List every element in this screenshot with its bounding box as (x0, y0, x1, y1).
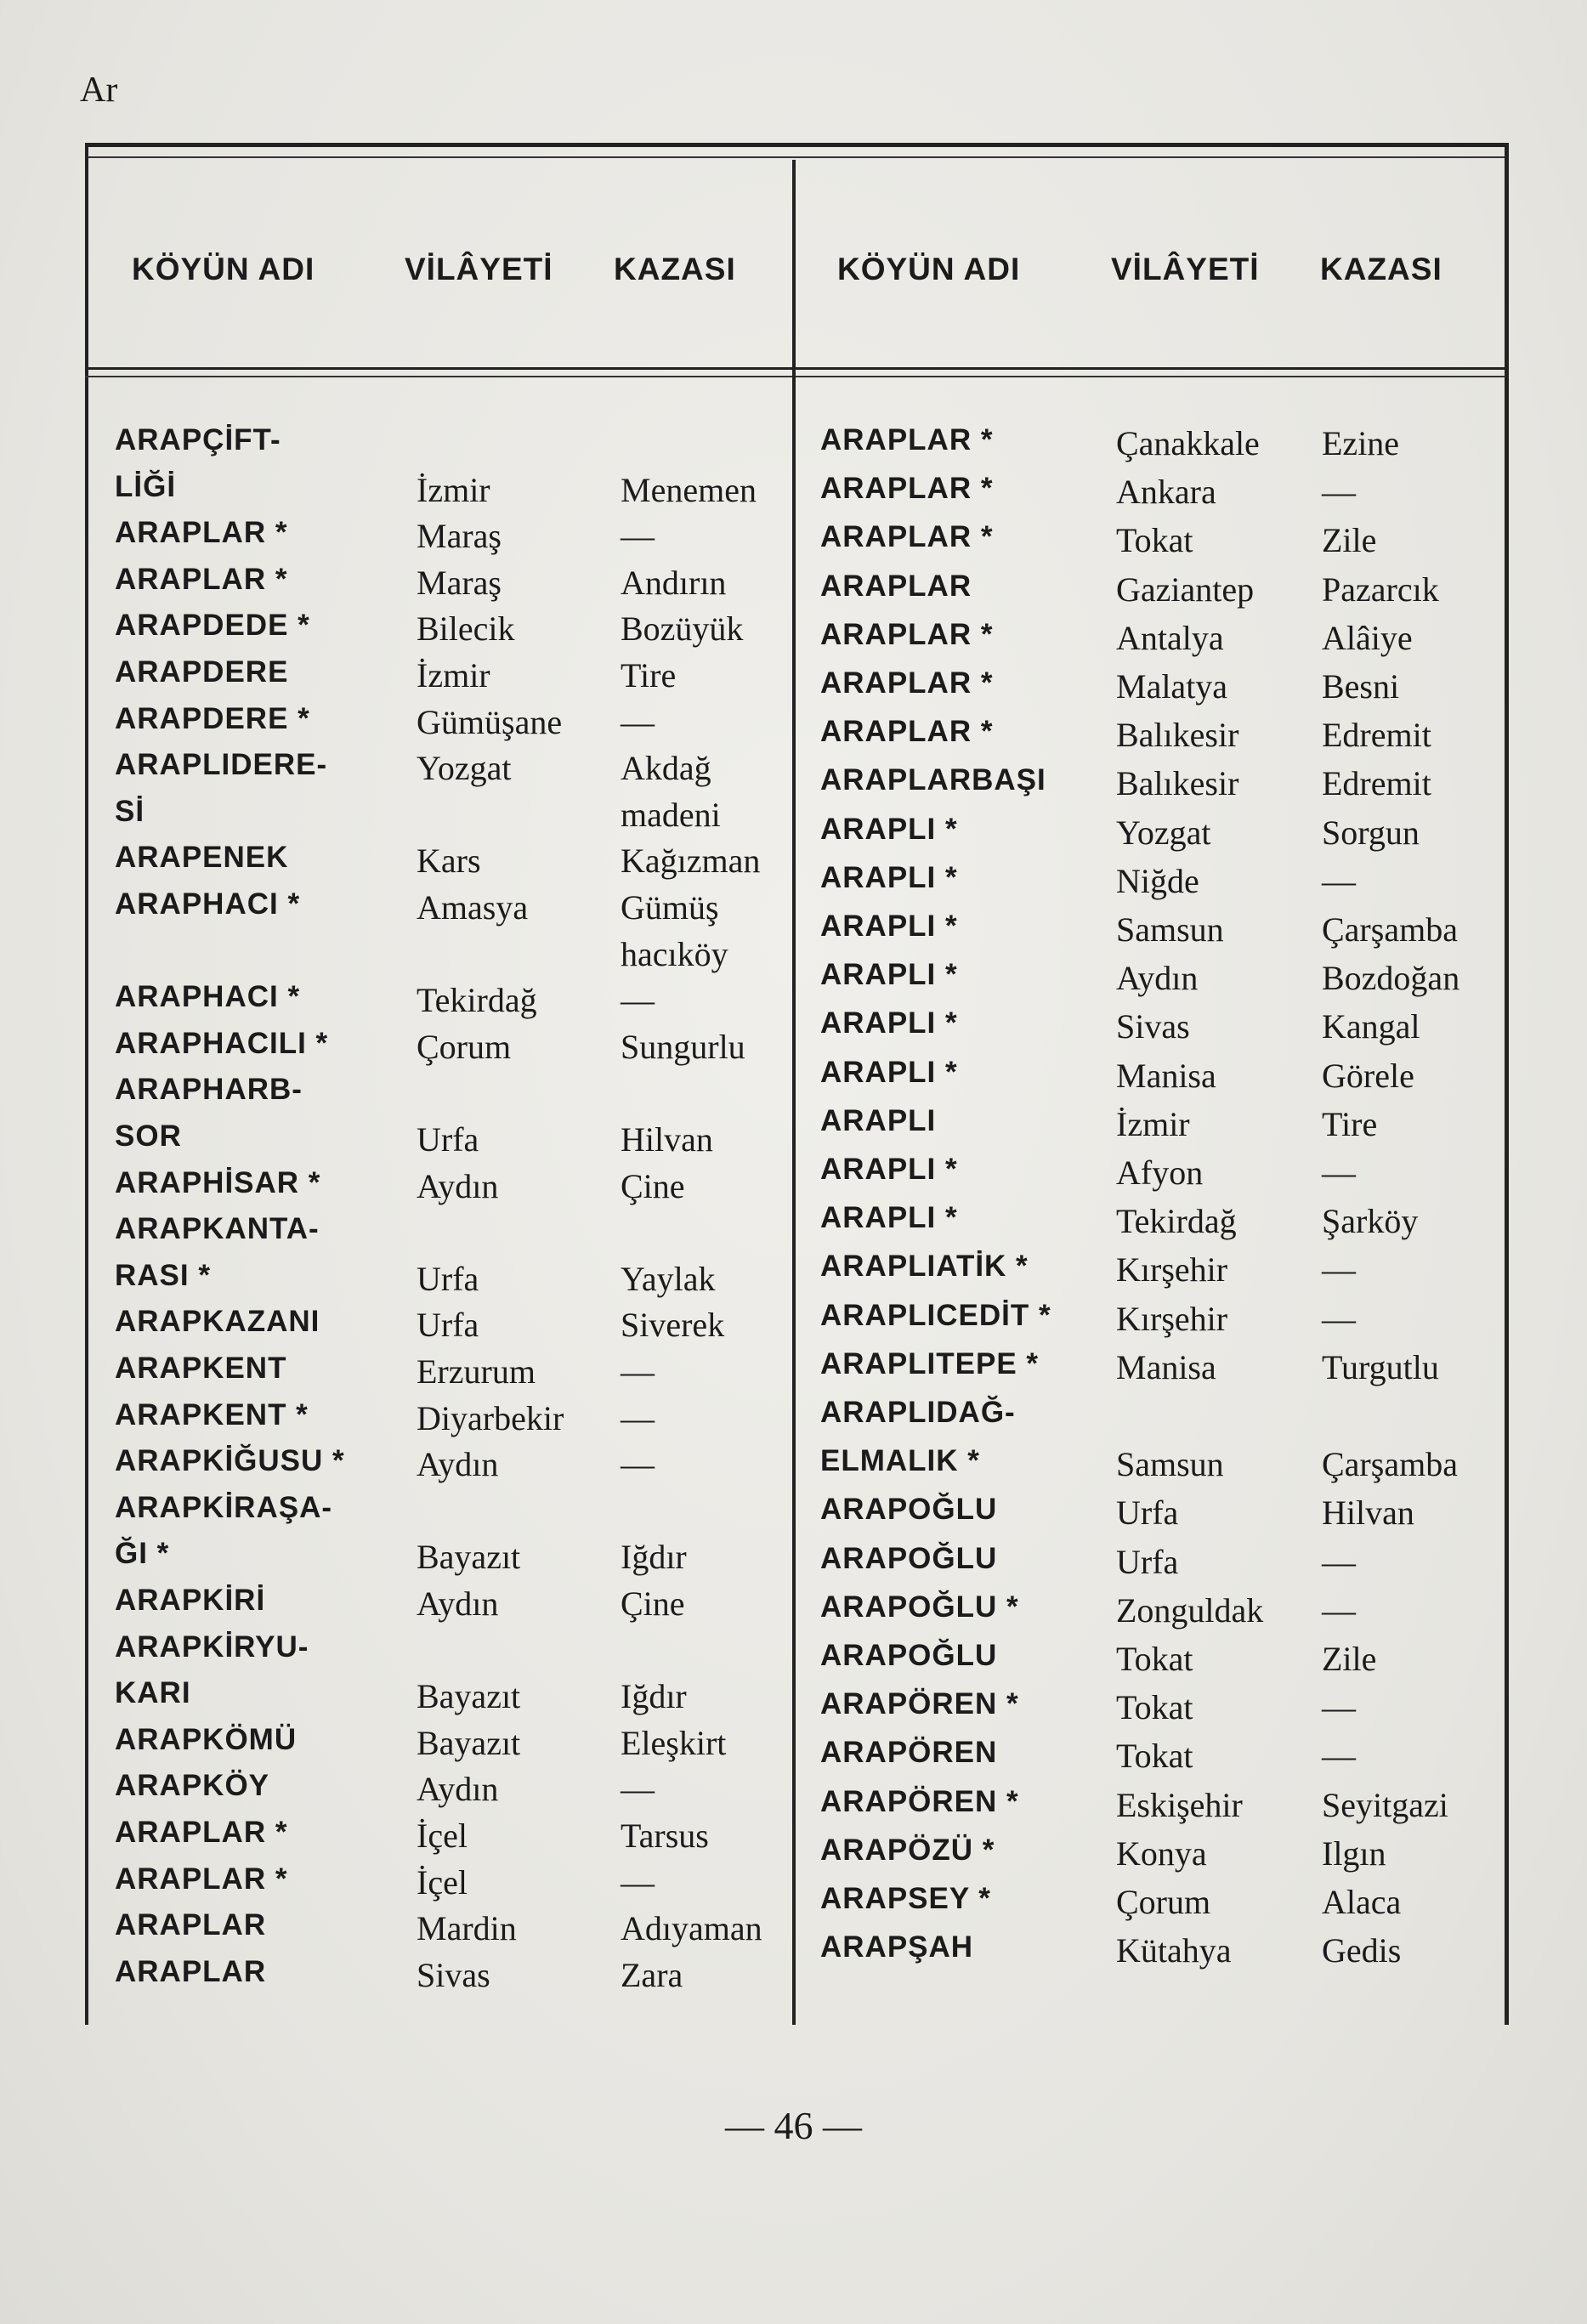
province-name: Konya (1116, 1834, 1207, 1873)
district-name: Kangal (1322, 1007, 1420, 1046)
province-name: Manisa (1116, 1347, 1216, 1386)
district-name: — (1322, 1299, 1356, 1338)
district-name: — (1322, 1542, 1356, 1581)
district-name: Tarsus (621, 1817, 709, 1855)
district-name: Kağızman (621, 842, 761, 881)
province-name: Antalya (1116, 618, 1224, 657)
district-name: Turgutlu (1322, 1347, 1439, 1386)
province-name: İzmir (1116, 1104, 1190, 1143)
province-name: Çorum (1116, 1883, 1211, 1921)
village-name: ARAPDERE (115, 655, 289, 689)
province-name: Urfa (1116, 1494, 1179, 1533)
district-name: Hilvan (621, 1120, 713, 1159)
right-header-village-name: KÖYÜN ADI (837, 252, 1021, 286)
province-name: Diyarbekir (417, 1398, 564, 1437)
village-name: ARAPLAR * (820, 472, 994, 506)
province-name: Tokat (1116, 1640, 1193, 1678)
district-name: Edremit (1322, 716, 1431, 755)
district-name: Yaylak (621, 1259, 716, 1298)
district-name: Alâiye (1322, 618, 1413, 657)
village-name: ARAPSEY * (820, 1882, 991, 1915)
district-name: Eleşkirt (621, 1723, 727, 1762)
district-name: — (621, 517, 655, 556)
village-name: ARAPLAR (820, 569, 972, 603)
district-name: — (1322, 1737, 1356, 1776)
village-name: ARAPLITEPE * (820, 1346, 1040, 1380)
province-name: Mardin (417, 1909, 517, 1948)
village-name: ARAPLAR * (115, 1816, 288, 1849)
district-name: Zara (621, 1955, 683, 1994)
province-name: Yozgat (417, 749, 512, 788)
village-name: Sİ (115, 794, 145, 828)
province-name: Tokat (1116, 1737, 1193, 1776)
province-name: Aydın (417, 1445, 499, 1484)
province-name: Zonguldak (1116, 1590, 1264, 1630)
district-name: Çine (621, 1166, 685, 1205)
province-name: Tekirdağ (1116, 1202, 1237, 1241)
province-name: Maraş (417, 563, 502, 602)
village-name: ARAPKANTA- (115, 1212, 320, 1246)
district-name: Zile (1322, 1640, 1377, 1678)
village-name: ARAPOĞLU * (820, 1590, 1019, 1624)
district-name: Seyitgazi (1322, 1785, 1448, 1824)
province-name: Kırşehir (1116, 1299, 1228, 1338)
page-number: — 46 — (725, 2104, 862, 2147)
village-name: ARAPKAZANI (115, 1305, 320, 1339)
province-name: Erzurum (417, 1352, 536, 1391)
province-name: Kars (417, 842, 481, 881)
province-name: Tokat (1116, 1688, 1193, 1727)
province-name: Balıkesir (1116, 716, 1239, 755)
district-name: Zile (1322, 521, 1377, 560)
village-name: ARAPKİĞUSU * (115, 1444, 345, 1478)
village-name: ARAPKENT * (115, 1397, 309, 1431)
district-name: Iğdır (621, 1677, 687, 1716)
province-name: Urfa (417, 1306, 479, 1345)
district-name: — (621, 1352, 655, 1391)
province-name: Balıkesir (1116, 764, 1239, 803)
village-name: ARAPKÖY (115, 1769, 270, 1803)
village-name: ARAPLI * (820, 812, 958, 846)
district-name: — (621, 702, 655, 741)
village-name: ARAPKİRYU- (115, 1630, 309, 1664)
district-name: Sungurlu (621, 1027, 745, 1066)
village-name: ARAPLIDERE- (115, 748, 328, 782)
province-name: Eskişehir (1116, 1785, 1243, 1824)
left-header-village-name: KÖYÜN ADI (132, 252, 315, 286)
village-name: ARAPLI * (820, 1055, 958, 1089)
village-name: ARAPÖREN * (820, 1784, 1019, 1818)
province-name: Manisa (1116, 1056, 1216, 1095)
village-name: ARAPLAR * (820, 423, 994, 456)
province-name: Afyon (1116, 1153, 1204, 1192)
village-name: ARAPDERE * (115, 701, 310, 735)
district-name: Tire (621, 656, 677, 694)
village-name: ARAPLI * (820, 958, 958, 992)
province-name: Ankara (1116, 473, 1216, 512)
village-name: ARAPLI * (820, 860, 958, 894)
province-name: Gaziantep (1116, 570, 1255, 609)
province-name: Çorum (417, 1027, 512, 1066)
province-name: Malatya (1116, 667, 1228, 706)
village-name: ARAPHİSAR * (115, 1165, 321, 1199)
district-name: Besni (1322, 667, 1400, 706)
province-name: Samsun (1116, 1445, 1224, 1484)
district-name: Çarşamba (1322, 1445, 1458, 1484)
village-name: ARAPKİRİ (115, 1584, 266, 1617)
district-name: Siverek (621, 1306, 725, 1345)
province-name: Çanakkale (1116, 424, 1260, 462)
district-name: — (621, 981, 655, 1020)
district-name: — (1322, 1590, 1356, 1630)
province-name: İzmir (417, 470, 490, 509)
district-name: Edremit (1322, 764, 1431, 803)
province-name: Maraş (417, 517, 502, 556)
district-name: hacıköy (621, 934, 728, 973)
district-name: Bozüyük (621, 609, 744, 649)
province-name: Tekirdağ (417, 981, 537, 1020)
village-name: ARAPLIATİK * (820, 1250, 1029, 1284)
page-header-letters: Ar (80, 71, 118, 110)
village-name: ĞI * (115, 1537, 170, 1571)
district-name: — (1322, 1688, 1356, 1727)
village-name: ARAPLAR * (820, 666, 994, 700)
district-name: — (1322, 473, 1356, 512)
left-header-district: KAZASI (614, 252, 736, 286)
province-name: Sivas (417, 1955, 490, 1994)
village-name: ARAPOĞLU (820, 1493, 998, 1527)
village-name: ARAPLAR (115, 1954, 267, 1988)
district-name: Çine (621, 1584, 685, 1623)
village-name: ARAPKİRAŞA- (115, 1490, 332, 1524)
province-name: Yozgat (1116, 813, 1211, 852)
district-name: Adıyaman (621, 1909, 762, 1948)
village-name: ARAPLAR * (115, 562, 288, 596)
village-name: ARAPLI * (820, 1201, 958, 1235)
district-name: Gümüş (621, 888, 719, 927)
village-name: ARAPHACI * (115, 887, 301, 921)
district-name: Tire (1322, 1104, 1378, 1143)
district-name: madeni (621, 795, 721, 834)
province-name: Urfa (1116, 1542, 1179, 1581)
district-name: Çarşamba (1322, 910, 1458, 949)
district-name: Sorgun (1322, 813, 1420, 852)
village-name: ARAPLICEDİT * (820, 1298, 1051, 1332)
village-name: ARAPDEDE * (115, 609, 310, 643)
village-name: KARI (115, 1676, 191, 1710)
district-name: Görele (1322, 1056, 1414, 1095)
province-name: Kütahya (1116, 1931, 1232, 1970)
village-name: ARAPLI * (820, 1006, 958, 1040)
province-name: Urfa (417, 1259, 479, 1298)
province-name: Niğde (1116, 861, 1199, 900)
province-name: Gümüşane (417, 702, 563, 741)
district-name: — (621, 1398, 655, 1437)
province-name: Aydın (417, 1584, 499, 1623)
district-name: — (1322, 861, 1356, 900)
district-name: — (1322, 1250, 1356, 1290)
province-name: Kırşehir (1116, 1250, 1228, 1290)
province-name: Bayazıt (417, 1723, 521, 1762)
village-name: ARAPLI (820, 1103, 937, 1137)
province-name: Bayazıt (417, 1538, 521, 1577)
province-name: Aydın (417, 1166, 499, 1205)
village-name: ARAPLAR * (820, 617, 994, 651)
district-name: Hilvan (1322, 1494, 1414, 1533)
village-name: ARAPHACILI * (115, 1026, 329, 1060)
province-name: Bilecik (417, 609, 515, 649)
district-name: — (621, 1445, 655, 1484)
village-name: ARAPLI * (820, 1153, 958, 1186)
province-name: İçel (417, 1862, 468, 1902)
village-name: ELMALIK * (820, 1444, 980, 1478)
district-name: Iğdır (621, 1538, 687, 1577)
village-name: ARAPHACI * (115, 980, 301, 1014)
village-name: ARAPKÖMÜ (115, 1722, 298, 1756)
province-name: Urfa (417, 1120, 479, 1159)
left-header-province: VİLÂYETİ (405, 252, 553, 286)
province-name: Aydın (1116, 959, 1199, 998)
district-name: Ezine (1322, 424, 1400, 462)
village-name: ARAPLAR (115, 1908, 267, 1942)
village-name: ARAPŞAH (820, 1930, 974, 1964)
village-name: ARAPLARBAŞI (820, 763, 1046, 797)
district-name: Akdağ (621, 749, 711, 788)
district-name: Ilgın (1322, 1834, 1386, 1873)
province-name: Sivas (1116, 1007, 1190, 1046)
village-name: ARAPLAR * (115, 516, 288, 550)
province-name: Aydın (417, 1770, 499, 1809)
district-name: — (621, 1862, 655, 1902)
province-name: İçel (417, 1817, 468, 1855)
province-name: Samsun (1116, 910, 1224, 949)
district-name: — (1322, 1153, 1356, 1192)
village-name: RASI * (115, 1258, 211, 1292)
village-name: ARAPHARB- (115, 1073, 303, 1107)
village-name: ARAPENEK (115, 841, 289, 875)
province-name: Tokat (1116, 521, 1193, 560)
right-header-district: KAZASI (1320, 252, 1442, 286)
village-name: ARAPÖREN * (820, 1687, 1019, 1721)
village-name: ARAPLAR * (820, 715, 994, 749)
district-name: Şarköy (1322, 1202, 1419, 1241)
district-name: Pazarcık (1322, 570, 1439, 609)
province-name: Bayazıt (417, 1677, 521, 1716)
village-name: ARAPÖREN (820, 1736, 998, 1770)
village-name: ARAPKENT (115, 1352, 287, 1385)
village-name: ARAPÖZÜ * (820, 1833, 995, 1867)
column-divider (792, 160, 796, 2025)
village-name: ARAPÇİFT- (115, 423, 281, 456)
district-name: Andırın (621, 563, 727, 602)
village-name: ARAPOĞLU (820, 1639, 998, 1672)
district-name: Bozdoğan (1322, 959, 1460, 998)
district-name: — (621, 1770, 655, 1809)
district-name: Gedis (1322, 1931, 1402, 1970)
village-name: ARAPLAR * (820, 520, 994, 554)
province-name: İzmir (417, 656, 490, 694)
village-name: ARAPLIDAĞ- (820, 1396, 1016, 1429)
district-name: Menemen (621, 470, 757, 509)
district-name: Alaca (1322, 1883, 1402, 1921)
village-name: ARAPLI * (820, 910, 958, 943)
village-name: ARAPLAR * (115, 1862, 288, 1896)
village-name: ARAPOĞLU (820, 1541, 998, 1575)
province-name: Amasya (417, 888, 529, 927)
village-name: SOR (115, 1119, 182, 1153)
village-name: LİĞİ (115, 469, 177, 503)
right-header-province: VİLÂYETİ (1111, 252, 1260, 286)
